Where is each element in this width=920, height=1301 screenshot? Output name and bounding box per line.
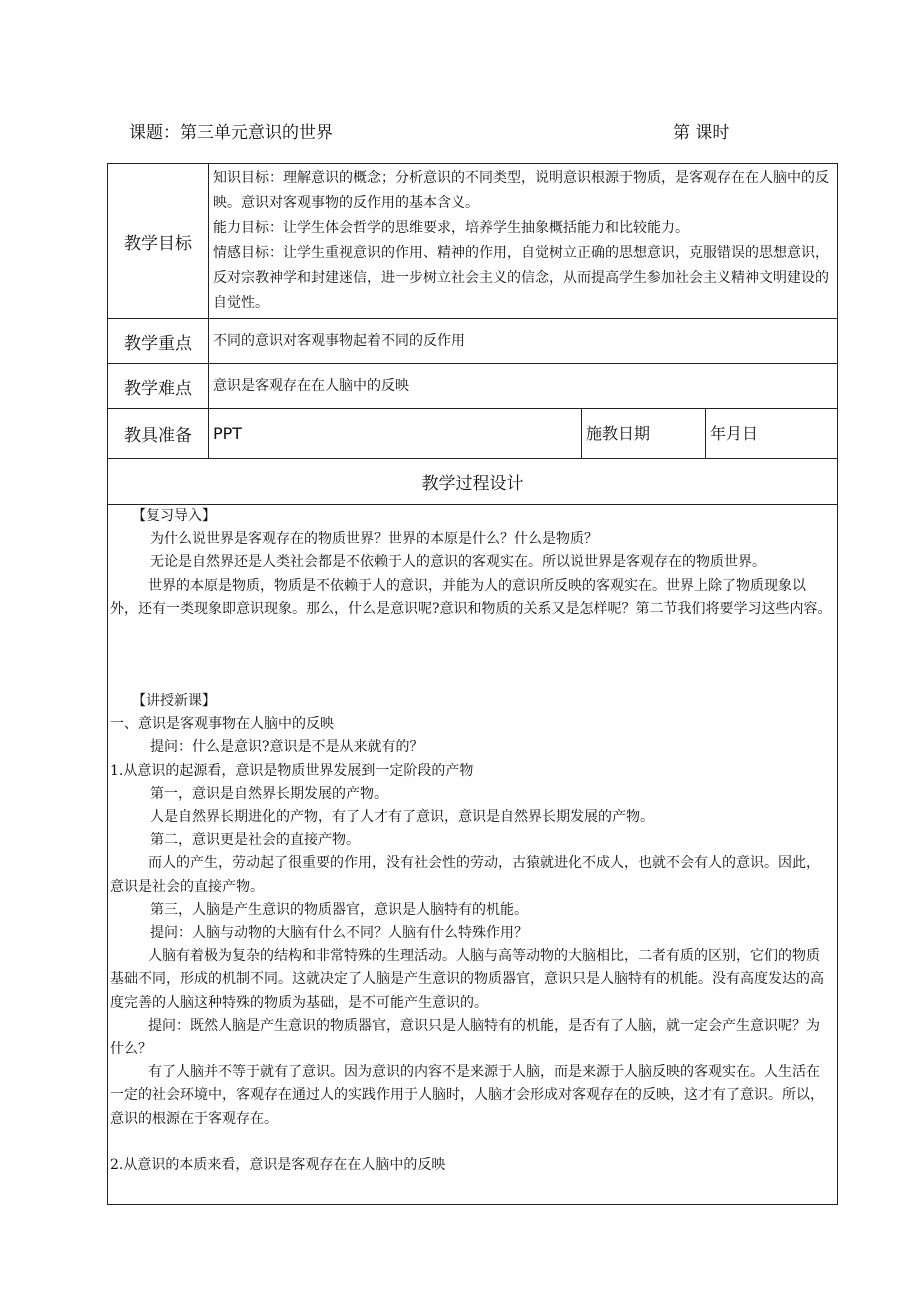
sub-point-detail: 人脑有着极为复杂的结构和非常特殊的生理活动。人脑与高等动物的大脑相比，二者有质的区别，它们的物质基础不同，形成的机制不同。这就决定了人脑是产生意识的物质器官，意识只是人脑特有的机能。没有高度发达的高度完善的人脑这种特殊的物质为基础，是不可能产生意识的。 <box>110 948 824 1011</box>
date-label: 施教日期 <box>582 409 706 459</box>
new-lesson-heading: 【讲授新课】 <box>132 693 216 710</box>
question: 提问：什么是意识?意识是不是从来就有的？ <box>150 739 424 756</box>
difficulty-text: 意识是客观存在在人脑中的反映 <box>209 364 838 409</box>
spacer <box>110 621 833 667</box>
key-point-label: 教学重点 <box>108 319 209 364</box>
point-heading: 2.从意识的本质来看，意识是客观存在在人脑中的反映 <box>110 1156 446 1173</box>
key-point-text: 不同的意识对客观事物起着不同的反作用 <box>209 319 838 364</box>
review-heading: 【复习导入】 <box>132 508 216 524</box>
lesson-title: 课题：第三单元意识的世界 <box>129 123 333 143</box>
review-paragraph: 世界的本原是物质，物质是不依赖于人的意识，并能为人的意识所反映的客观实在。世界上除了物质现象以外，还有一类现象即意识现象。那么，什么是意识呢?意识和物质的关系又是怎样呢？第二节我们将要学习这些内容。 <box>110 577 832 617</box>
sub-point-detail: 人是自然界长期进化的产物，有了人才有了意识，意识是自然界长期发展的产物。 <box>150 809 654 826</box>
sub-point: 第一，意识是自然界长期发展的产物。 <box>150 785 388 802</box>
point-heading: 1.从意识的起源看，意识是物质世界发展到一定阶段的产物 <box>110 762 474 779</box>
review-paragraph: 无论是自然界还是人类社会都是不依赖于人的意识的客观实在。所以说世界是客观存在的物质世界。 <box>150 554 766 571</box>
emotion-objective: 情感目标：让学生重视意识的作用、精神的作用，自觉树立正确的思想意识，克服错误的思想意识，反对宗教神学和封建迷信，进一步树立社会主义的信念，从而提高学生参加社会主义精神文明建设的自觉性。 <box>213 245 829 311</box>
process-title: 教学过程设计 <box>108 459 838 505</box>
difficulty-row <box>108 364 838 409</box>
sub-point: 第三，人脑是产生意识的物质器官，意识是人脑特有的机能。 <box>150 901 528 918</box>
objectives-label: 教学目标 <box>108 164 209 319</box>
lesson-plan-table <box>107 163 838 1205</box>
sub-point: 第二，意识更是社会的直接产物。 <box>150 832 360 849</box>
objectives-row <box>108 164 838 319</box>
process-title-row <box>108 459 838 505</box>
materials-text: PPT <box>209 409 582 459</box>
answer: 有了人脑并不等于就有了意识。因为意识的内容不是来源于人脑，而是来源于人脑反映的客观实在。人生活在一定的社会环境中，客观存在通过人的实践作用于人脑时，人脑才会形成对客观存在的反映，这才有了意识。所以，意识的根源在于客观存在。 <box>110 1064 824 1127</box>
knowledge-objective: 知识目标：理解意识的概念；分析意识的不同类型，说明意识根源于物质，是客观存在在人脑中的反映。意识对客观事物的反作用的基本含义。 <box>213 170 829 211</box>
spacer <box>110 667 833 690</box>
process-body-row <box>108 505 838 1205</box>
date-value: 年月日 <box>706 409 838 459</box>
key-point-row <box>108 319 838 364</box>
spacer <box>110 1131 833 1154</box>
review-paragraph: 为什么说世界是客观存在的物质世界？世界的本原是什么？什么是物质？ <box>150 531 598 548</box>
ability-objective: 能力目标：让学生体会哲学的思维要求，培养学生抽象概括能力和比较能力。 <box>213 220 689 236</box>
difficulty-label: 教学难点 <box>108 364 209 409</box>
materials-label: 教具准备 <box>108 409 209 459</box>
materials-row <box>108 409 838 459</box>
section-title: 一、意识是客观事物在人脑中的反映 <box>110 716 334 733</box>
question: 提问：既然人脑是产生意识的物质器官，意识只是人脑特有的机能，是否有了人脑，就一定会产生意识呢？为什么？ <box>110 1017 820 1058</box>
process-body <box>108 505 838 1205</box>
sub-point-detail: 而人的产生，劳动起了很重要的作用，没有社会性的劳动，古猿就进化不成人，也就不会有人的意识。因此，意识是社会的直接产物。 <box>110 855 820 895</box>
objectives-cell <box>209 164 838 319</box>
question: 提问：人脑与动物的大脑有什么不同？人脑有什么特殊作用？ <box>150 925 528 942</box>
lesson-period: 第 课时 <box>673 123 730 143</box>
